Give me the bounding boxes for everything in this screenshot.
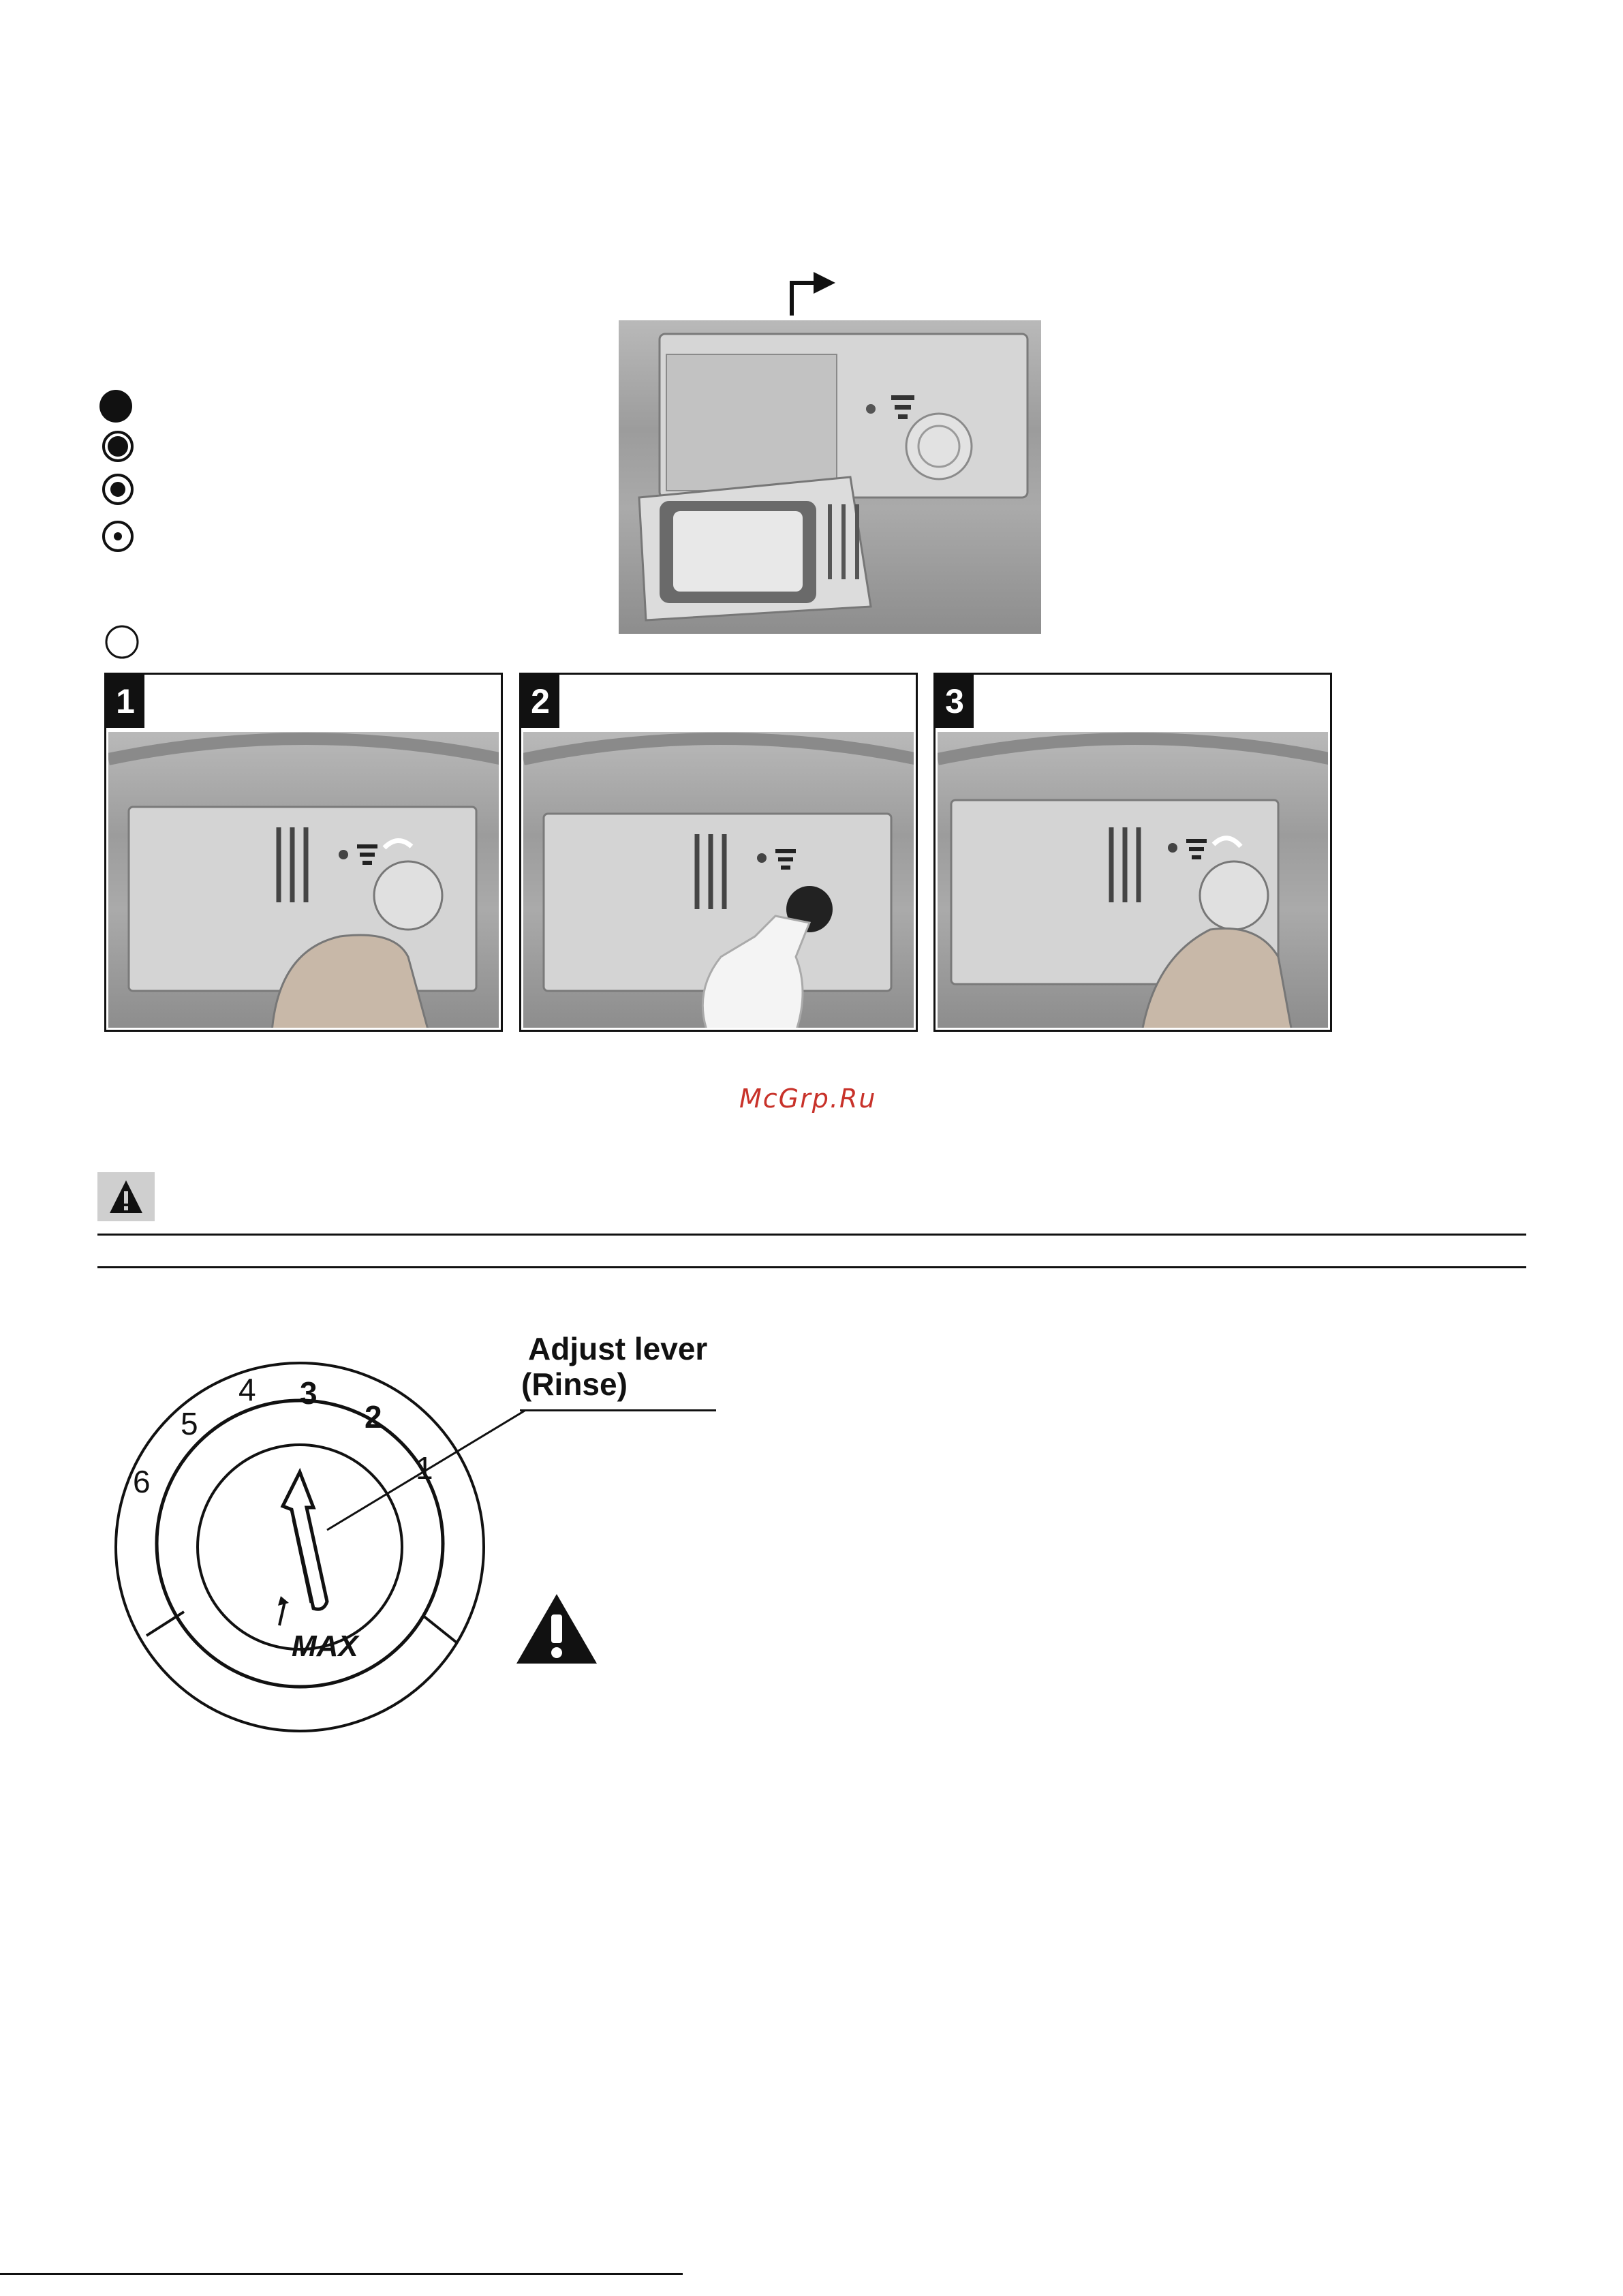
divider-top (97, 1234, 1526, 1236)
indicator-half-icon (101, 472, 135, 506)
indicator-quarter-icon (101, 519, 135, 553)
adjust-lever-label (521, 1331, 707, 1402)
adjust-lever-line2: (Rinse) (521, 1366, 628, 1402)
open-arrow-icon (784, 262, 838, 317)
dial-max-label: MAX (292, 1629, 358, 1663)
dial-number-6: 6 (133, 1464, 151, 1499)
dial-number-5: 5 (181, 1406, 198, 1441)
step-number: 2 (521, 675, 559, 728)
indicator-three-quarter-icon (101, 429, 135, 463)
callout-underline (520, 1409, 716, 1411)
adjust-lever-line1: Adjust lever (528, 1331, 708, 1366)
dial-number-1: 1 (416, 1450, 433, 1486)
step-3-panel (933, 673, 1332, 1032)
indicator-full-icon (97, 387, 135, 425)
callout-leader-line (320, 1390, 538, 1540)
warning-icon (97, 1172, 155, 1221)
dial-number-4: 4 (238, 1372, 256, 1407)
step-1-panel (104, 673, 503, 1032)
dial-number-3: 3 (300, 1375, 318, 1411)
footnote-rule (0, 2273, 683, 2275)
divider-bottom (97, 1266, 1526, 1268)
step-2-panel (519, 673, 918, 1032)
dispenser-illustration (619, 320, 1041, 634)
step-number: 3 (936, 675, 974, 728)
step-1-photo (108, 732, 499, 1028)
step-3-photo (938, 732, 1328, 1028)
dial-number-2: 2 (365, 1399, 382, 1435)
step-2-photo (523, 732, 914, 1028)
dispenser-overview-photo (619, 320, 1041, 634)
caution-icon (514, 1591, 600, 1666)
step-number: 1 (106, 675, 144, 728)
warning-icon-box (97, 1172, 155, 1221)
watermark: McGrp.Ru (739, 1084, 877, 1114)
indicator-empty-icon (104, 624, 140, 660)
